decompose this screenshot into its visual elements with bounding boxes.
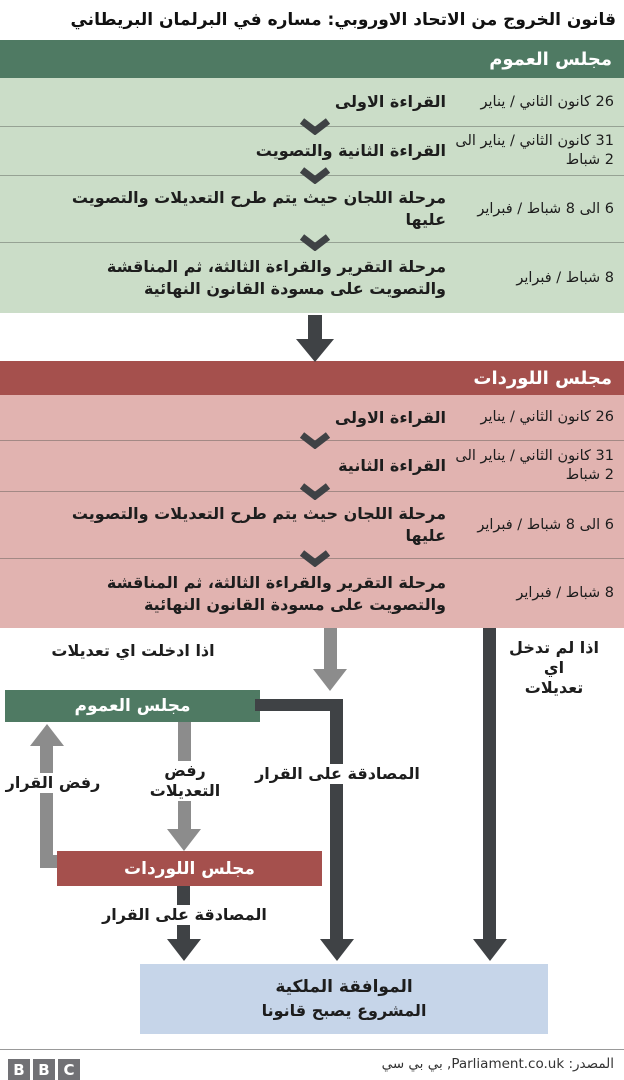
royal-assent-box [140, 964, 548, 1034]
date-cell: 8 شباط / فبراير [516, 585, 614, 602]
royal-assent-subtitle: المشروع يصبح قانونا [261, 1000, 427, 1020]
section-transition-arrow [0, 313, 624, 361]
date-cell: 26 كانون الثاني / يناير [480, 93, 614, 110]
down-arrow-icon [313, 669, 347, 691]
table-row [0, 491, 624, 558]
royal-assent-title: الموافقة الملكية [275, 976, 413, 997]
lords-header: مجلس اللوردات [0, 361, 624, 395]
stage-cell: القراءة الاولى [334, 407, 446, 427]
chevron-down-icon [300, 167, 330, 184]
bbc-logo-letter: B [33, 1059, 55, 1080]
date-cell: 26 كانون الثاني / يناير [480, 409, 614, 426]
stage-cell: مرحلة التقرير والقراءة الثالثة، ثم المناقشة والتصويت على مسودة القانون النهائية [106, 257, 446, 298]
table-row [0, 175, 624, 242]
section-lords [0, 361, 624, 628]
down-arrow-icon [167, 939, 201, 961]
section-commons [0, 40, 624, 313]
bbc-logo [8, 1059, 80, 1080]
chevron-down-icon [300, 432, 330, 449]
lords-box: مجلس اللوردات [57, 851, 322, 886]
bbc-logo-letter: C [58, 1059, 80, 1080]
down-arrow-icon [167, 829, 201, 851]
chevron-down-icon [300, 118, 330, 135]
chevron-down-icon [300, 550, 330, 567]
stage-cell: القراءة الاولى [334, 92, 446, 112]
reject-bill-line [40, 745, 72, 868]
date-cell: 6 الى 8 شباط / فبراير [477, 516, 614, 533]
chevron-down-icon [300, 483, 330, 500]
flowchart [0, 628, 624, 1048]
commons-header: مجلس العموم [0, 40, 624, 78]
source-text: المصدر: Parliament.co.uk, بي بي سي [381, 1056, 614, 1072]
stage-cell: مرحلة التقرير والقراءة الثالثة، ثم المناقشة والتصويت على مسودة القانون النهائية [106, 572, 446, 614]
amendments-label: اذا ادخلت اي تعديلات [51, 641, 215, 660]
reject-bill-label: رفض القرار [2, 773, 104, 793]
date-cell: 6 الى 8 شباط / فبراير [477, 200, 614, 217]
date-cell: 31 كانون الثاني / يناير الى 2 شباط [455, 448, 614, 483]
page-title: قانون الخروج من الاتحاد الاوروبي: مساره في البرلمان البريطاني [70, 10, 616, 30]
down-arrow-icon [473, 939, 507, 961]
table-row [0, 242, 624, 313]
down-arrow-icon [320, 939, 354, 961]
stage-cell: القراءة الثانية [338, 456, 446, 476]
down-arrow-icon [308, 315, 322, 340]
date-cell: 31 كانون الثاني / يناير الى 2 شباط [455, 133, 614, 168]
footer [0, 1049, 624, 1080]
down-arrow-icon [296, 339, 334, 362]
commons-approve-line [330, 699, 343, 939]
stage-cell: القراءة الثانية والتصويت [255, 141, 446, 161]
stage-cell: مرحلة اللجان حيث يتم طرح التعديلات والتصويت عليها [71, 188, 446, 229]
commons-box: مجلس العموم [5, 690, 260, 722]
approve-bill-label: المصادقة على القرار [245, 764, 430, 784]
reject-amendments-label: رفض التعديلات [133, 761, 237, 801]
up-arrow-icon [30, 724, 64, 746]
no-amendments-label: اذا لم تدخل اي تعديلات [509, 638, 599, 697]
amendments-line [324, 628, 337, 671]
table-row [0, 558, 624, 628]
approve-bill-label: المصادقة على القرار [92, 905, 277, 925]
bbc-logo-letter: B [8, 1059, 30, 1080]
stage-cell: مرحلة اللجان حيث يتم طرح التعديلات والتصويت عليها [71, 504, 446, 545]
date-cell: 8 شباط / فبراير [516, 269, 614, 286]
chevron-down-icon [300, 234, 330, 251]
